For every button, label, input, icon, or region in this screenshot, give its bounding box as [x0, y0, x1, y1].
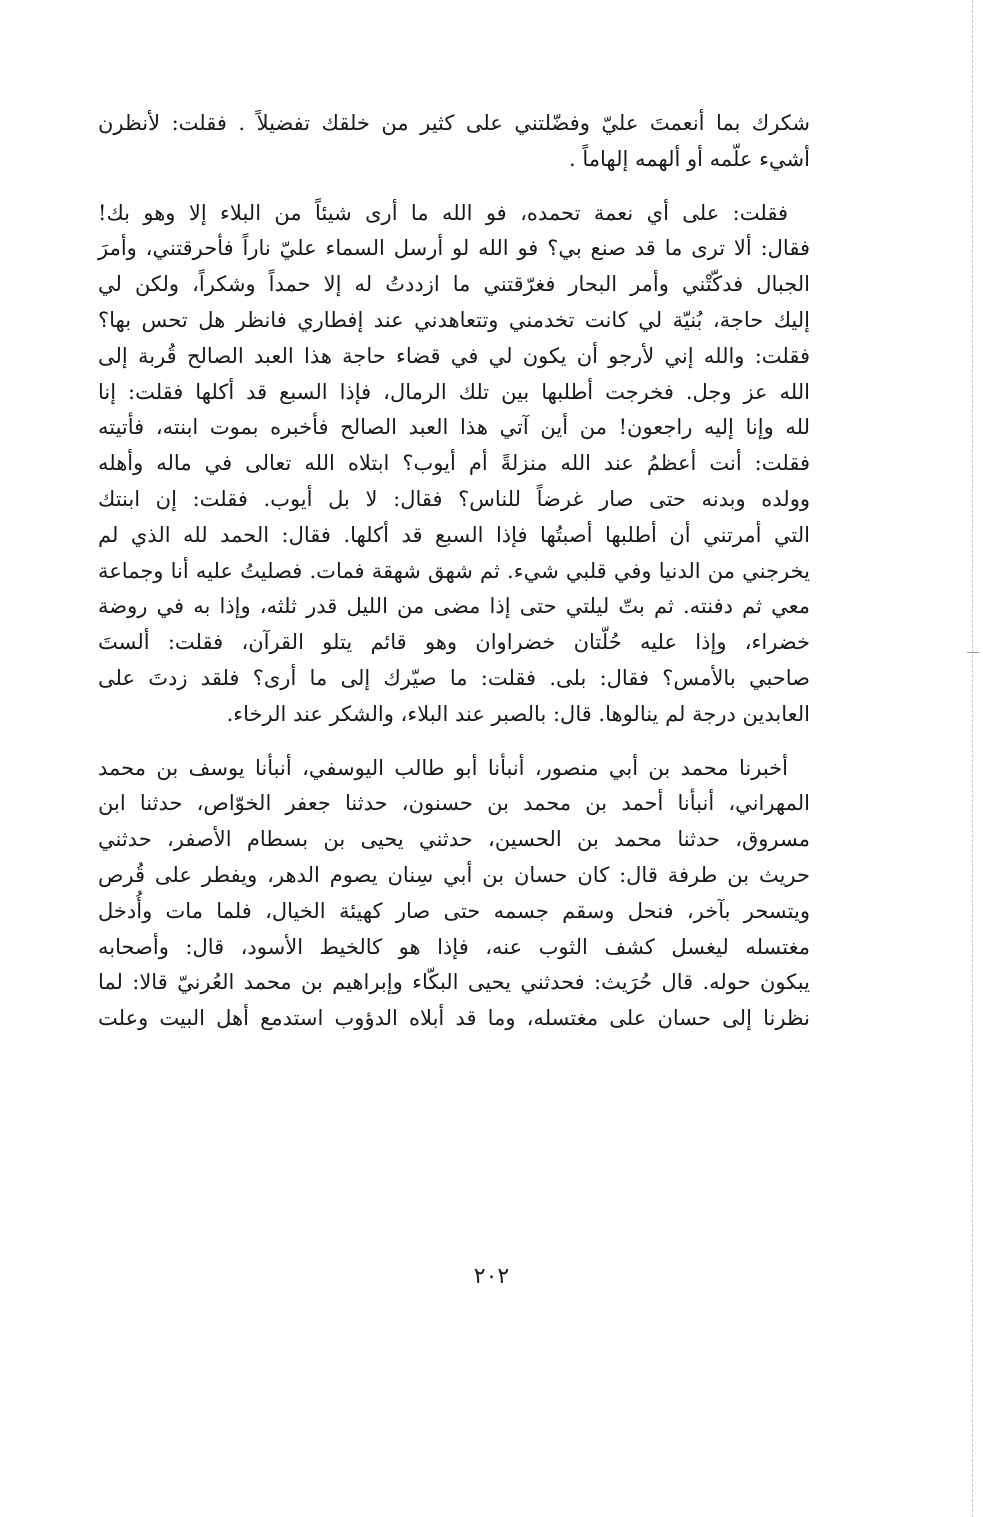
text-line: العابدين درجة لم ينالوها. قال: بالصبر عند البلاء، والشكر عند الرخاء.: [226, 701, 810, 726]
text-line: التي أمرتني أن أطلبها أصبتُها فإذا السبع قد أكلها. فقال: الحمد لله الذي لم: [98, 522, 810, 547]
text-line: لله وإنا إليه راجعون! من أين آتي هذا العبد الصالح فأخبره بموت ابنته، فأتيته: [98, 415, 810, 440]
text-line: المهراني، أنبأنا أحمد بن محمد بن حسنون، حدثنا جعفر الخوّاص، حدثنا ابن: [98, 791, 810, 816]
text-line: خضراء، وإذا عليه حُلّتان خضراوان وهو قائم يتلو القرآن، فقلت: ألستَ: [98, 630, 810, 655]
margin-mark: [967, 652, 979, 653]
text-line: الله عز وجل. فخرجت أطلبها بين تلك الرمال، فإذا السبع قد أكلها فقلت: إنا: [98, 379, 810, 404]
text-line: مسروق، حدثنا محمد بن الحسين، حدثني يحيى بن بسطام الأصفر، حدثني: [98, 827, 810, 852]
text-line: معي ثم دفنته. ثم بتّ ليلتي حتى إذا مضى من الليل قدر ثلثه، وإذا به في روضة: [98, 594, 810, 619]
text-line: إليك حاجة، بُنيّة لي كانت تخدمني وتتعاهدني عند إفطاري فانظر هل تحس بها؟: [98, 307, 810, 332]
text-line: فقلت: أنت أعظمُ عند الله منزلةً أم أيوب؟ ابتلاه الله تعالى في ماله وأهله: [98, 451, 810, 476]
paragraph-2: [98, 196, 810, 733]
text-line: يخرجني من الدنيا وفي قلبي شيء. ثم شهق شهقة فمات. فصليتُ عليه أنا وجماعة: [98, 558, 810, 583]
page-body: [98, 106, 810, 1037]
paragraph-3: [98, 751, 810, 1037]
text-line: شكرك بما أنعمتَ عليّ وفضّلتني على كثير من خلقك تفضيلاً . فقلت: لأنظرن: [98, 111, 810, 135]
text-line: حريث بن طرفة قال: كان حسان بن أبي سِنان يصوم الدهر، ويفطر على قُرص: [98, 862, 810, 887]
paragraph-1: [98, 106, 810, 178]
text-line: فقلت: على أي نعمة تحمده، فو الله ما أرى شيئاً من البلاء إلا وهو بك!: [98, 200, 788, 225]
page-edge-rule: [971, 0, 973, 1517]
text-line: صاحبي بالأمس؟ فقال: بلى. فقلت: ما صيّرك إلى ما أرى؟ فلقد زدتَ على: [98, 665, 810, 690]
text-line: مغتسله ليغسل كشف الثوب عنه، فإذا هو كالخيط الأسود، قال: وأصحابه: [98, 934, 810, 959]
text-line: نظرنا إلى حسان على مغتسله، وما قد أبلاه الدؤوب استدمع أهل البيت وعلت: [98, 1006, 810, 1031]
text-line: أخبرنا محمد بن أبي منصور، أنبأنا أبو طالب اليوسفي، أنبأنا يوسف بن محمد: [98, 755, 788, 780]
text-line: يبكون حوله. قال حُرَيث: فحدثني يحيى البكّاء وإبراهيم بن محمد العُرنيّ قالا: لما: [98, 970, 810, 995]
text-line: الجبال فدكّتْني وأمر البحار فغرّقتني ما ازددتُ له إلا حمداً وشكراً، ولكن لي: [98, 272, 810, 297]
text-line: فقال: ألا ترى ما قد صنع بي؟ فو الله لو أرسل السماء عليّ ناراً فأحرقتني، وأمرَ: [98, 236, 810, 261]
text-line: أشيء علّمه أو ألهمه إلهاماً .: [569, 146, 810, 171]
text-line: فقلت: والله إني لأرجو أن يكون لي في قضاء حاجة هذا العبد الصالح قُربة إلى: [98, 343, 810, 368]
page-number: ٢٠٢: [473, 1264, 510, 1289]
text-line: ويتسحر بآخر، فنحل وسقم جسمه حتى صار كهيئة الخيال، فلما مات وأُدخل: [98, 898, 810, 923]
text-line: وولده وبدنه حتى صار غرضاً للناس؟ فقال: لا بل أيوب. فقلت: إن ابنتك: [98, 486, 810, 511]
